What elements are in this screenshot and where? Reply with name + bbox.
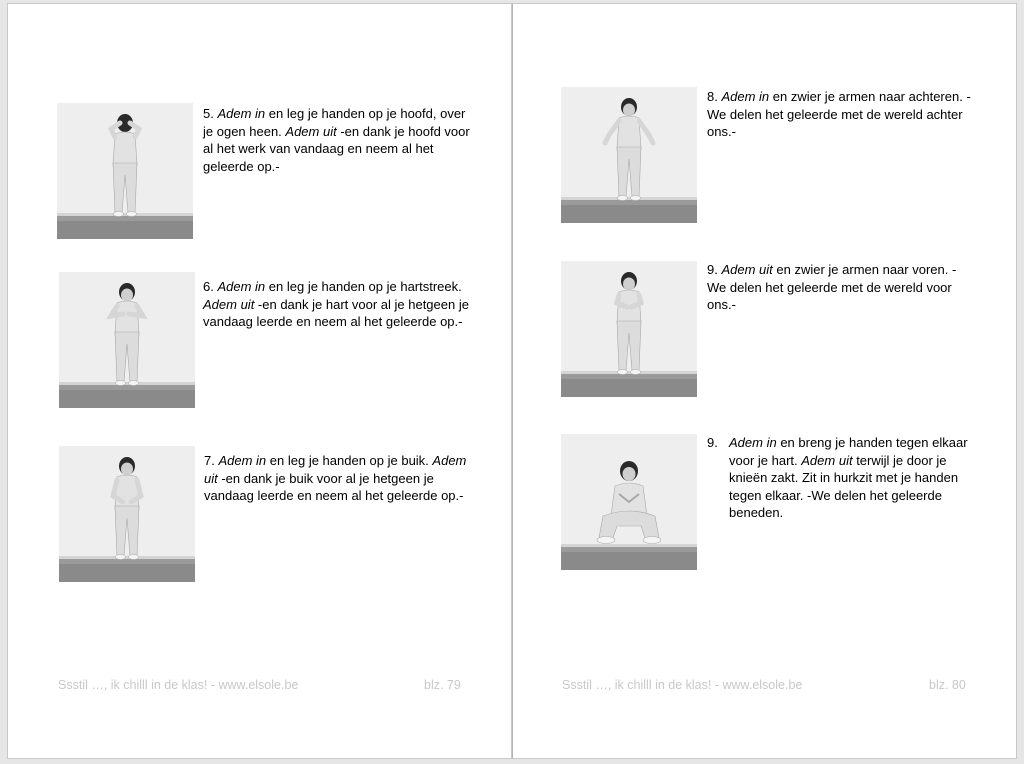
exercise-number: 9. bbox=[707, 435, 718, 450]
exercise-photo-7 bbox=[59, 446, 195, 582]
page-80 bbox=[512, 3, 1017, 759]
instruction-text: en leg je handen op je hartstreek. bbox=[265, 279, 462, 294]
breath-cue: Adem uit bbox=[203, 296, 255, 312]
instruction-text: -en dank je hoofd voor al het werk van vandaag en neem al het geleerde op.- bbox=[203, 123, 470, 174]
exercise-photo-9b bbox=[561, 434, 697, 570]
instruction-text: en leg je handen op je hoofd, over je ogen heen. bbox=[203, 106, 466, 139]
exercise-instruction bbox=[204, 453, 466, 503]
exercise-text-9b bbox=[707, 434, 975, 522]
exercise-text-5 bbox=[203, 105, 471, 175]
page-number: blz. 79 bbox=[424, 678, 461, 692]
exercise-number: 7. bbox=[204, 453, 215, 468]
exercise-instruction bbox=[203, 279, 469, 329]
instruction-text: en leg je handen op je buik. bbox=[266, 453, 433, 468]
breath-cue: Adem uit bbox=[204, 453, 467, 486]
breath-cue: Adem in bbox=[218, 453, 267, 468]
footer-title: Ssstil …, ik chilll in de klas! - www.elsole.be bbox=[562, 678, 803, 692]
exercise-instruction bbox=[203, 106, 470, 174]
exercise-number: 6. bbox=[203, 279, 214, 294]
exercise-text-7 bbox=[204, 452, 472, 505]
page-79 bbox=[7, 3, 512, 759]
breath-cue: Adem in bbox=[217, 279, 266, 294]
exercise-number: 9. bbox=[707, 262, 718, 277]
instruction-text: -en dank je hart voor al je hetgeen je vandaag leerde en neem al het geleerde op.- bbox=[203, 296, 469, 329]
exercise-text-9 bbox=[707, 261, 975, 314]
exercise-instruction bbox=[729, 434, 975, 522]
exercise-photo-5 bbox=[57, 103, 193, 239]
breath-cue: Adem uit bbox=[285, 123, 337, 139]
exercise-photo-9 bbox=[561, 261, 697, 397]
exercise-instruction bbox=[707, 89, 971, 139]
instruction-text: terwijl je door je knieën zakt. Zit in hurkzit met je handen tegen elkaar. -We delen het geleerde beneden. bbox=[729, 452, 959, 520]
breath-cue: Adem in bbox=[217, 106, 266, 121]
breath-cue: Adem uit bbox=[721, 262, 773, 277]
exercise-photo-8 bbox=[561, 87, 697, 223]
breath-cue: Adem in bbox=[721, 89, 770, 104]
instruction-text: en zwier je armen naar voren. -We delen het geleerde met de wereld voor ons.- bbox=[707, 262, 957, 312]
exercise-instruction bbox=[707, 262, 956, 312]
exercise-number: 8. bbox=[707, 89, 718, 104]
exercise-photo-6 bbox=[59, 272, 195, 408]
footer-title: Ssstil …, ik chilll in de klas! - www.elsole.be bbox=[58, 678, 299, 692]
exercise-text-8 bbox=[707, 88, 975, 141]
exercise-text-6 bbox=[203, 278, 471, 331]
page-number: blz. 80 bbox=[929, 678, 966, 692]
breath-cue: Adem uit bbox=[801, 452, 853, 468]
instruction-text: en zwier je armen naar achteren. -We delen het geleerde met de wereld achter ons.- bbox=[707, 89, 971, 139]
instruction-text: -en dank je buik voor al je hetgeen je vandaag leerde en neem al het geleerde op.- bbox=[204, 470, 464, 503]
exercise-number: 5. bbox=[203, 106, 214, 121]
breath-cue: Adem in bbox=[729, 435, 777, 450]
instruction-text: en breng je handen tegen elkaar voor je hart. bbox=[729, 435, 968, 468]
